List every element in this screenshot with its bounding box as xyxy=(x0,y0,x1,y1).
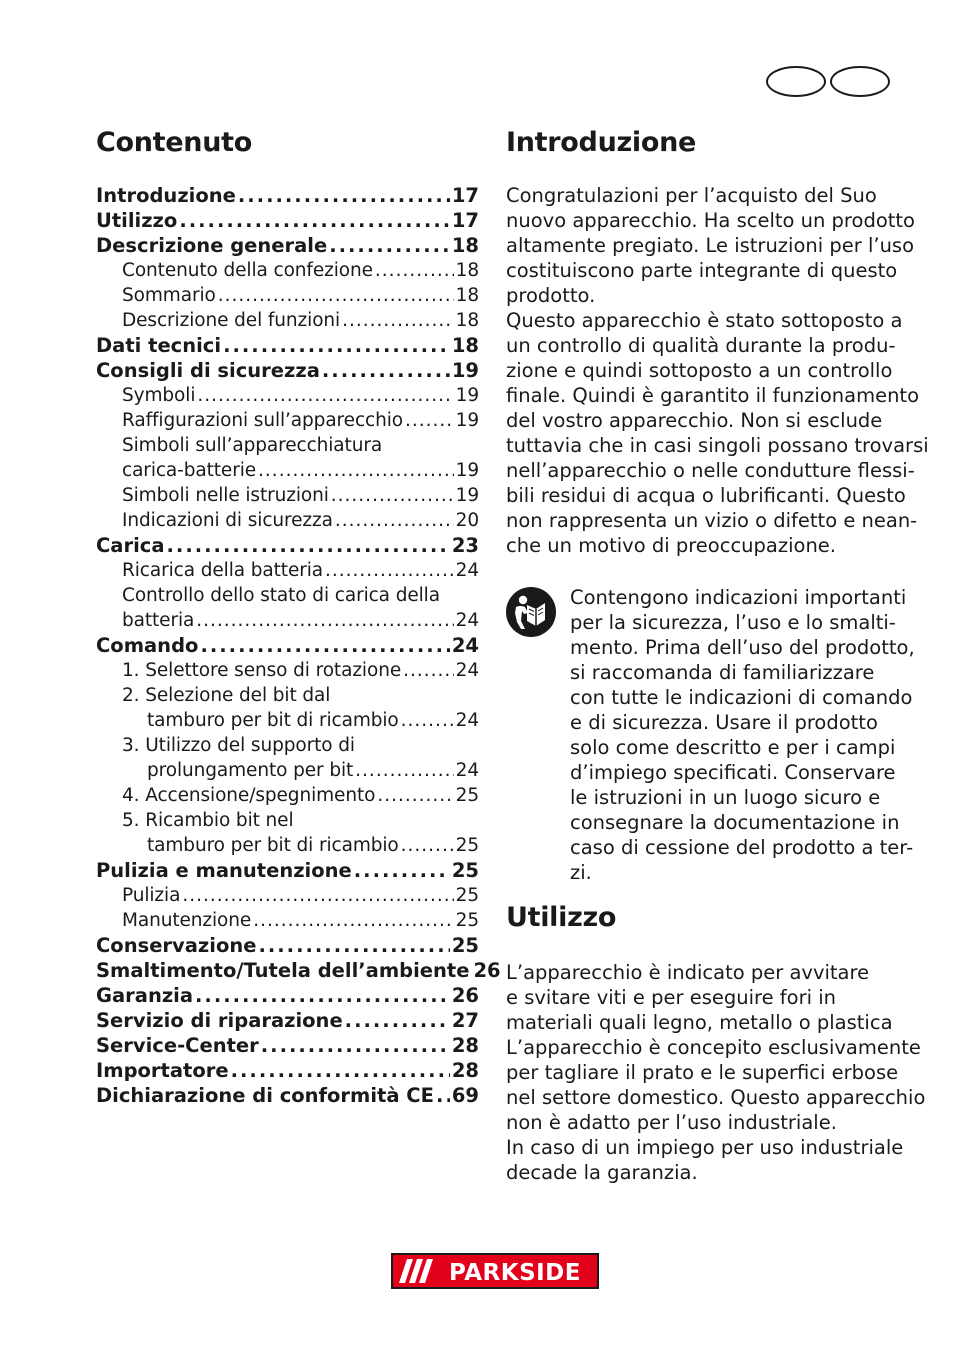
text-line: costituiscono parte integrante di questo xyxy=(506,259,898,282)
toc-entry-page: 27 xyxy=(451,1009,479,1032)
toc-entry-page: 25 xyxy=(455,885,479,906)
toc-leader-dots xyxy=(200,633,449,658)
toc-entry-title: Consigli di sicurezza xyxy=(96,359,320,382)
toc-leader-dots xyxy=(329,233,450,258)
toc-entry xyxy=(96,208,479,233)
text-line: con tutte le indicazioni di comando xyxy=(570,686,913,709)
toc-entry xyxy=(96,1058,479,1083)
text-line: zione e quindi sottoposto a un controllo xyxy=(506,359,893,382)
toc-leader-dots xyxy=(231,1058,450,1083)
toc-leader-dots xyxy=(405,408,454,433)
toc-leader-dots xyxy=(182,883,453,908)
toc-leader-dots xyxy=(354,858,450,883)
toc-entry xyxy=(96,358,479,383)
toc-entry xyxy=(96,508,479,533)
toc-leader-dots xyxy=(403,658,454,683)
toc-entry-title: Manutenzione xyxy=(122,910,252,931)
toc-entry xyxy=(96,658,479,683)
text-line: Congratulazioni per l’acquisto del Suo xyxy=(506,184,877,207)
toc-entry-page: 26 xyxy=(451,984,479,1007)
toc-entry xyxy=(96,708,479,733)
toc-entry-page: 25 xyxy=(455,835,479,856)
text-line: Questo apparecchio è stato sottoposto a xyxy=(506,309,903,332)
toc-entry xyxy=(96,483,479,508)
text-line: mento. Prima dell’uso del prodotto, xyxy=(570,636,915,659)
toc-leader-dots xyxy=(401,833,454,858)
toc-entry-title: Introduzione xyxy=(96,184,236,207)
text-line: finale. Quindi è garantito il funzionamento xyxy=(506,384,920,407)
toc-entry-title: Garanzia xyxy=(96,984,194,1007)
text-line: e svitare viti e per eseguire fori in xyxy=(506,986,836,1009)
toc-heading: Contenuto xyxy=(96,127,253,158)
text-line: per tagliare il prato e le superfici erbose xyxy=(506,1061,899,1084)
text-line: zi. xyxy=(570,861,592,884)
text-line: tuttavia che in casi singoli possano trovarsi xyxy=(506,434,929,457)
toc-entry xyxy=(96,733,479,758)
toc-entry xyxy=(96,833,479,858)
text-line: si raccomanda di familiarizzare xyxy=(570,661,875,684)
toc-entry xyxy=(96,633,479,658)
toc-entry-page: 19 xyxy=(455,460,479,481)
toc-leader-dots xyxy=(322,358,450,383)
text-line: In caso di un impiego per uso industriale xyxy=(506,1136,904,1159)
toc-entry xyxy=(96,183,479,208)
toc-entry-title: Conservazione xyxy=(96,934,257,957)
toc-entry xyxy=(96,908,479,933)
toc-entry-page: 19 xyxy=(455,385,479,406)
toc-leader-dots xyxy=(325,558,454,583)
toc-entry xyxy=(96,583,479,608)
toc-entry xyxy=(96,683,479,708)
toc-entry-title: tamburo per bit di ricambio xyxy=(147,835,399,856)
toc-leader-dots xyxy=(401,708,454,733)
toc-entry xyxy=(96,558,479,583)
toc-entry xyxy=(96,1008,479,1033)
toc-entry xyxy=(96,933,479,958)
toc-leader-dots xyxy=(375,258,454,283)
text-line: nuovo apparecchio. Ha scelto un prodotto xyxy=(506,209,915,232)
toc-entry-title: 2. Selezione del bit dal xyxy=(122,685,331,706)
logo-wordmark: PARKSIDE xyxy=(448,1260,582,1286)
text-line: Contengono indicazioni importanti xyxy=(570,586,907,609)
toc-entry-page: 19 xyxy=(455,485,479,506)
toc-leader-dots xyxy=(342,308,454,333)
toc-entry xyxy=(96,408,479,433)
toc-entry-title: Pulizia xyxy=(122,885,181,906)
toc-entry-page: 18 xyxy=(451,334,479,357)
toc-entry-page: 19 xyxy=(451,359,479,382)
text-line: un controllo di qualità durante la produ- xyxy=(506,334,896,357)
toc-entry-page: 25 xyxy=(451,934,479,957)
toc-entry xyxy=(96,983,479,1008)
toc-entry-page: 24 xyxy=(455,660,479,681)
text-line: nell’apparecchio o nelle condutture flessi- xyxy=(506,459,915,482)
toc-entry-page: 19 xyxy=(455,410,479,431)
toc-entry xyxy=(96,758,479,783)
toc-entry-page: 25 xyxy=(455,910,479,931)
text-line: L’apparecchio è indicato per avvitare xyxy=(506,961,870,984)
text-line: le istruzioni in un luogo sicuro e xyxy=(570,786,881,809)
toc-entry xyxy=(96,458,479,483)
toc-leader-dots xyxy=(167,533,450,558)
text-line: consegnare la documentazione in xyxy=(570,811,900,834)
toc-entry xyxy=(96,258,479,283)
read-manual-icon xyxy=(506,587,556,637)
toc-entry-page: 25 xyxy=(451,859,479,882)
text-line: decade la garanzia. xyxy=(506,1161,698,1184)
toc-entry-page: 28 xyxy=(451,1059,479,1082)
toc-entry-page: 18 xyxy=(451,234,479,257)
text-line: del vostro apparecchio. Non si esclude xyxy=(506,409,883,432)
toc-entry-page: 24 xyxy=(455,560,479,581)
toc-entry-title: carica-batterie xyxy=(122,460,257,481)
toc-entry-page: 24 xyxy=(455,760,479,781)
language-badge xyxy=(830,66,890,97)
toc-entry xyxy=(96,1083,479,1108)
toc-entry-title: Controllo dello stato di carica della xyxy=(122,585,440,606)
toc-entry xyxy=(96,383,479,408)
toc-entry-title: tamburo per bit di ricambio xyxy=(147,710,399,731)
toc-entry xyxy=(96,333,479,358)
toc-entry-page: 23 xyxy=(451,534,479,557)
introduzione-heading: Introduzione xyxy=(506,127,697,158)
toc-leader-dots xyxy=(335,508,454,533)
toc-entry-title: Contenuto della confezione xyxy=(122,260,373,281)
toc-entry-page: 18 xyxy=(455,260,479,281)
toc-entry-page: 17 xyxy=(451,209,479,232)
toc-entry-title: Dati tecnici xyxy=(96,334,222,357)
toc-entry xyxy=(96,533,479,558)
toc-entry xyxy=(96,808,479,833)
toc-entry-title: Ricarica della batteria xyxy=(122,560,324,581)
parkside-logo xyxy=(391,1253,599,1289)
text-line: per la sicurezza, l’uso e lo smalti- xyxy=(570,611,896,634)
toc-entry-page: 24 xyxy=(455,610,479,631)
toc-entry-title: 5. Ricambio bit nel xyxy=(122,810,294,831)
toc-entry-title: Servizio di riparazione xyxy=(96,1009,343,1032)
toc-entry-title: 4. Accensione/spegnimento xyxy=(122,785,376,806)
toc-leader-dots xyxy=(331,483,454,508)
text-line: solo come descritto e per i campi xyxy=(570,736,896,759)
toc-entry-title: Symboli xyxy=(122,385,196,406)
toc-leader-dots xyxy=(258,458,454,483)
toc-entry xyxy=(96,1033,479,1058)
toc-leader-dots xyxy=(196,608,453,633)
toc-leader-dots xyxy=(436,1083,450,1108)
toc-leader-dots xyxy=(197,383,453,408)
toc-leader-dots xyxy=(258,933,449,958)
toc-entry xyxy=(96,283,479,308)
toc-leader-dots xyxy=(377,783,453,808)
toc-entry-page: 28 xyxy=(451,1034,479,1057)
text-line: e di sicurezza. Usare il prodotto xyxy=(570,711,878,734)
toc-entry xyxy=(96,783,479,808)
text-line: bili residui di acqua o lubrificanti. Questo xyxy=(506,484,906,507)
toc-leader-dots xyxy=(355,758,453,783)
toc-entry-title: Utilizzo xyxy=(96,209,178,232)
toc-entry-page: 25 xyxy=(455,785,479,806)
toc-leader-dots xyxy=(238,183,450,208)
text-line: caso di cessione del prodotto a ter- xyxy=(570,836,914,859)
toc-leader-dots xyxy=(218,283,454,308)
toc-leader-dots xyxy=(179,208,450,233)
toc-leader-dots xyxy=(223,333,450,358)
toc-leader-dots xyxy=(261,1033,450,1058)
toc-entry-title: Simboli nelle istruzioni xyxy=(122,485,329,506)
text-line: che un motivo di preoccupazione. xyxy=(506,534,837,557)
toc-leader-dots xyxy=(195,983,450,1008)
toc-entry xyxy=(96,433,479,458)
text-line: altamente pregiato. Le istruzioni per l’uso xyxy=(506,234,915,257)
toc-leader-dots xyxy=(345,1008,450,1033)
text-line: materiali quali legno, metallo o plastica xyxy=(506,1011,893,1034)
toc-entry-title: Carica xyxy=(96,534,165,557)
toc-entry-title: 3. Utilizzo del supporto di xyxy=(122,735,355,756)
text-line: non è adatto per l’uso industriale. xyxy=(506,1111,837,1134)
toc-entry-title: Simboli sull’apparecchiatura xyxy=(122,435,383,456)
text-line: d’impiego specificati. Conservare xyxy=(570,761,896,784)
safety-notice-text xyxy=(570,585,915,885)
toc-entry-title: Descrizione generale xyxy=(96,234,328,257)
toc-entry-title: Pulizia e manutenzione xyxy=(96,859,352,882)
introduzione-text xyxy=(506,183,929,558)
toc-entry-page: 20 xyxy=(455,510,479,531)
toc-entry-title: Smaltimento/Tutela dell’ambiente xyxy=(96,959,470,982)
toc-entry-title: Service-Center xyxy=(96,1034,259,1057)
toc-leader-dots xyxy=(253,908,453,933)
toc-entry xyxy=(96,883,479,908)
utilizzo-heading: Utilizzo xyxy=(506,902,617,933)
toc-entry xyxy=(96,233,479,258)
toc-entry-title: Dichiarazione di conformità CE xyxy=(96,1084,434,1107)
language-badge xyxy=(766,66,826,97)
toc-entry-title: Sommario xyxy=(122,285,216,306)
table-of-contents xyxy=(96,183,501,1108)
toc-entry-title: Importatore xyxy=(96,1059,229,1082)
toc-entry-page: 26 xyxy=(473,959,501,982)
toc-entry-title: 1. Selettore senso di rotazione xyxy=(122,660,402,681)
toc-entry-page: 24 xyxy=(455,710,479,731)
language-badges xyxy=(766,66,890,99)
toc-entry-page: 18 xyxy=(455,285,479,306)
toc-entry-title: batteria xyxy=(122,610,195,631)
toc-entry xyxy=(96,608,479,633)
toc-entry-title: Descrizione del funzioni xyxy=(122,310,341,331)
text-line: nel settore domestico. Questo apparecchio xyxy=(506,1086,926,1109)
toc-entry-title: prolungamento per bit xyxy=(147,760,354,781)
toc-entry-page: 69 xyxy=(451,1084,479,1107)
toc-entry-title: Raffigurazioni sull’apparecchio xyxy=(122,410,403,431)
text-line: non rappresenta un vizio o difetto e nean- xyxy=(506,509,918,532)
toc-entry-title: Indicazioni di sicurezza xyxy=(122,510,333,531)
toc-entry xyxy=(96,858,479,883)
text-line: L’apparecchio è concepito esclusivamente xyxy=(506,1036,921,1059)
toc-entry xyxy=(96,958,501,983)
toc-entry-page: 17 xyxy=(451,184,479,207)
toc-entry-page: 24 xyxy=(451,634,479,657)
utilizzo-text xyxy=(506,960,925,1185)
toc-entry-page: 18 xyxy=(455,310,479,331)
toc-entry xyxy=(96,308,479,333)
text-line: prodotto. xyxy=(506,284,596,307)
toc-entry-title: Comando xyxy=(96,634,199,657)
